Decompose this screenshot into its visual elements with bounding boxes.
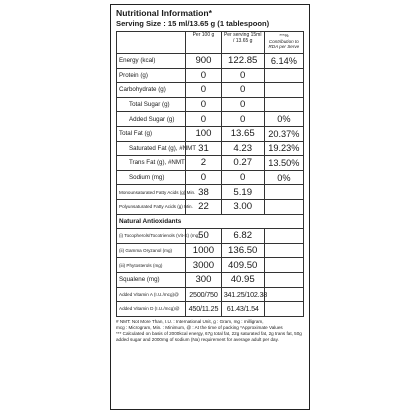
per-serving-value: 5.19 <box>221 185 264 200</box>
nutrient-label: Total Fat (g) <box>117 126 186 141</box>
rda-value <box>264 199 303 214</box>
per-100-value: 38 <box>186 185 222 200</box>
rda-empty-cell <box>264 287 303 302</box>
nutrient-label: Polyunsaturated Fatty Acids (g) Min. <box>117 199 186 214</box>
table-header-row <box>117 32 304 54</box>
rda-value <box>264 185 303 200</box>
table-row <box>117 141 304 156</box>
nutrient-label: Total Sugar (g) <box>117 97 186 112</box>
per-serving-value: 61.43/1.54 <box>221 302 264 317</box>
footnote-line: *** Calculated on basis of 2000kcal energy, 67g total fat, 22g saturated fat, 2g trans fat, 50g <box>116 330 302 336</box>
per-serving-value: 0.27 <box>221 156 264 171</box>
nutrient-label: Carbohydrate (g) <box>117 83 186 98</box>
antioxidant-label: Squalene (mg) <box>117 272 186 287</box>
per-serving-value: 13.65 <box>221 126 264 141</box>
per-serving-value: 122.85 <box>221 54 264 69</box>
per-100-value: 2500/750 <box>186 287 222 302</box>
per-100-value: 100 <box>186 126 222 141</box>
panel-title: Nutritional Information* <box>116 8 212 18</box>
rda-empty-cell <box>264 243 303 258</box>
rda-empty-cell <box>264 229 303 244</box>
per-serving-value: 136.50 <box>221 243 264 258</box>
rda-value <box>264 68 303 83</box>
antioxidants-heading: Natural Antioxidants <box>117 214 304 229</box>
nutrient-label: Sodium (mg) <box>117 170 186 185</box>
rda-empty-cell <box>264 302 303 317</box>
per-100-value: 0 <box>186 97 222 112</box>
table-row <box>117 54 304 69</box>
footnotes <box>116 319 304 343</box>
antioxidant-label: (i) Tocopherols/Tocotrienols (Vit-E) (mg) <box>117 229 186 244</box>
per-100-value: 0 <box>186 68 222 83</box>
per-100-value: 31 <box>186 141 222 156</box>
per-serving-value: 0 <box>221 68 264 83</box>
per-serving-value: 6.82 <box>221 229 264 244</box>
header-blank <box>117 32 186 54</box>
per-serving-value: 4.23 <box>221 141 264 156</box>
nutrient-label: Added Sugar (g) <box>117 112 186 127</box>
nutrient-label: Trans Fat (g), #NMT <box>117 156 186 171</box>
per-100-value: 1000 <box>186 243 222 258</box>
nutrient-label: Protein (g) <box>117 68 186 83</box>
table-row <box>117 112 304 127</box>
rda-value: 19.23% <box>264 141 303 156</box>
antioxidant-label: (ii) Gamma Oryzanol (mg) <box>117 243 186 258</box>
table-row <box>117 126 304 141</box>
table-row <box>117 214 304 229</box>
per-100-value: 0 <box>186 112 222 127</box>
header-rda: ***% Contribution to RDA per Serve <box>264 32 303 54</box>
rda-value: 6.14% <box>264 54 303 69</box>
table-row <box>117 229 304 244</box>
table-row <box>117 68 304 83</box>
per-serving-value: 0 <box>221 170 264 185</box>
per-serving-value: 341.25/102.38 <box>221 287 264 302</box>
table-row <box>117 97 304 112</box>
rda-value: 0% <box>264 112 303 127</box>
header-per-serving: Per serving 15ml / 13.65 g <box>221 32 264 54</box>
nutrient-label: Energy (kcal) <box>117 54 186 69</box>
nutrient-label: Monounsaturated Fatty Acids (g) Min. <box>117 185 186 200</box>
header-per-100: Per 100 g <box>186 32 222 54</box>
nutrition-table <box>116 31 304 317</box>
antioxidant-label: Added Vitamin A (I.U./mcg)@ <box>117 287 186 302</box>
table-row <box>117 302 304 317</box>
table-row <box>117 272 304 287</box>
rda-value: 20.37% <box>264 126 303 141</box>
rda-empty-cell <box>264 272 303 287</box>
per-100-value: 2 <box>186 156 222 171</box>
per-100-value: 0 <box>186 170 222 185</box>
rda-value: 0% <box>264 170 303 185</box>
per-100-value: 22 <box>186 199 222 214</box>
table-row <box>117 83 304 98</box>
table-row <box>117 199 304 214</box>
table-row <box>117 258 304 273</box>
table-row <box>117 185 304 200</box>
table-row <box>117 170 304 185</box>
per-serving-value: 0 <box>221 112 264 127</box>
per-100-value: 900 <box>186 54 222 69</box>
rda-value: 13.50% <box>264 156 303 171</box>
rda-empty-cell <box>264 258 303 273</box>
nutrition-panel <box>110 4 310 410</box>
per-serving-value: 40.95 <box>221 272 264 287</box>
table-row <box>117 243 304 258</box>
rda-value <box>264 83 303 98</box>
table-row <box>117 287 304 302</box>
serving-size: Serving Size : 15 ml/13.65 g (1 tablespoon) <box>116 19 270 28</box>
rda-value <box>264 97 303 112</box>
footnote-line: mcg : Microgram, Min. : Minimum, @ : At the time of packing *Approximate Values <box>116 324 283 330</box>
per-serving-value: 409.50 <box>221 258 264 273</box>
per-serving-value: 3.00 <box>221 199 264 214</box>
per-100-value: 450/11.25 <box>186 302 222 317</box>
nutrient-label: Saturated Fat (g), #NMT <box>117 141 186 156</box>
per-100-value: 3000 <box>186 258 222 273</box>
per-100-value: 50 <box>186 229 222 244</box>
per-serving-value: 0 <box>221 97 264 112</box>
antioxidant-label: Added Vitamin D (I.U./mcg)@ <box>117 302 186 317</box>
per-100-value: 0 <box>186 83 222 98</box>
footnote-line: # NMT: Not More Than, I.U. : International Unit, g : Gram, mg : milligram, <box>116 318 264 324</box>
per-serving-value: 0 <box>221 83 264 98</box>
footnote-line: added sugar and 2000mg of sodium (Na) requirement for average adult per day. <box>116 336 279 342</box>
table-row <box>117 156 304 171</box>
antioxidant-label: (iii) Phytosterols (mg) <box>117 258 186 273</box>
per-100-value: 300 <box>186 272 222 287</box>
